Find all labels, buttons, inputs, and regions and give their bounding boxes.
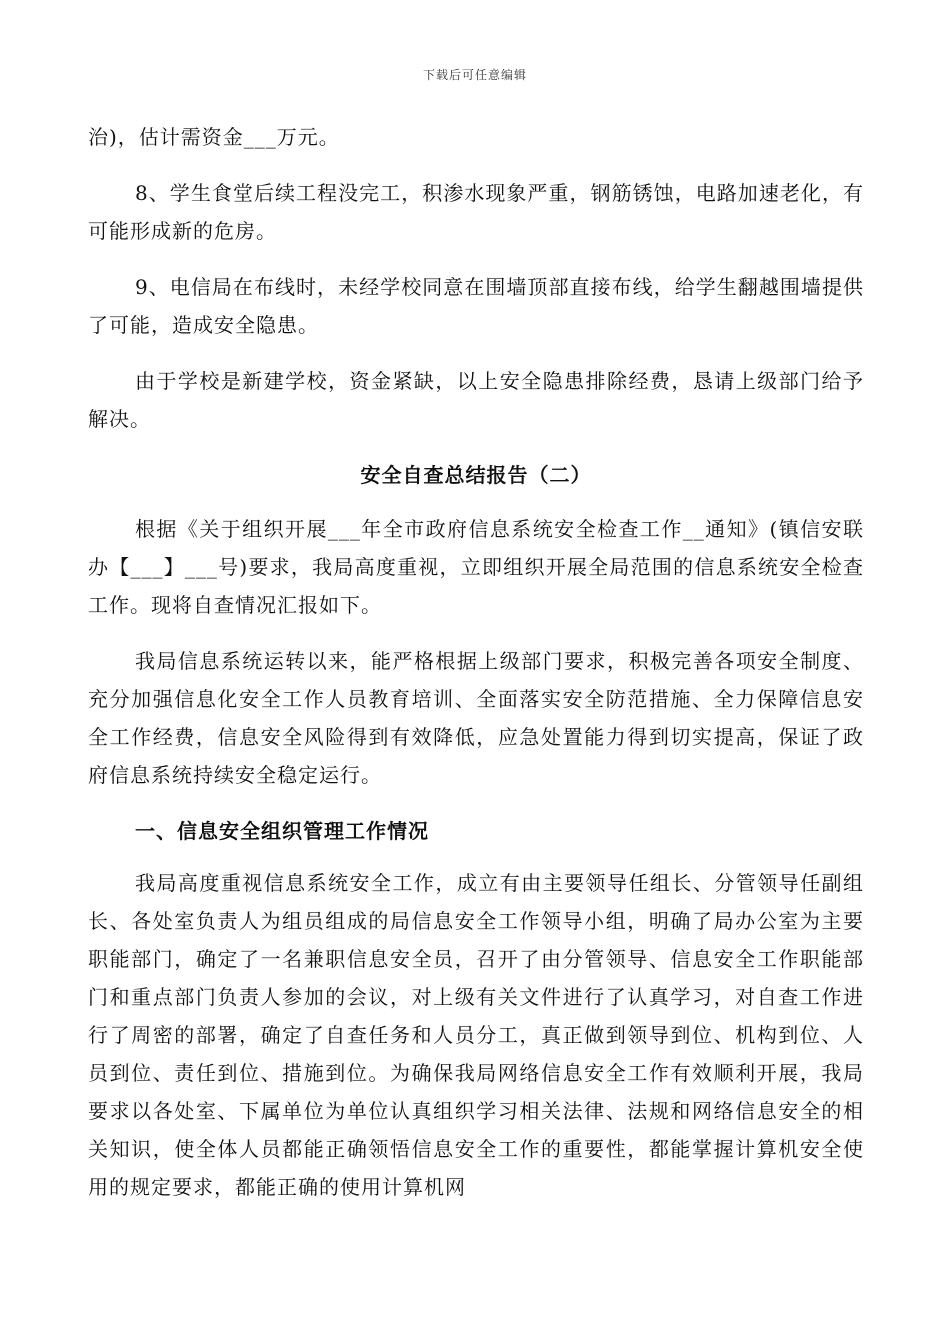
paragraph-funding: 治)，估计需资金___万元。 <box>88 125 340 149</box>
paragraph-intro: 根据《关于组织开展___年全市政府信息系统安全检查工作__通知》(镇信安联办【___】___号)要求，我局高度重视，立即组织开展全局范围的信息系统安全检查工作。现将自查情况汇报如下。 <box>88 517 864 617</box>
document-body <box>88 118 864 1224</box>
report-title: 安全自查总结报告（二） <box>360 463 592 487</box>
paragraph-org-management: 我局高度重视信息系统安全工作，成立有由主要领导任组长、分管领导任副组长、各处室负责人为组员组成的局信息安全工作领导小组，明确了局办公室为主要职能部门，确定了一名兼职信息安全员，召开了由分管领导、信息安全工作职能部门和重点部门负责人参加的会议，对上级有关文件进行了认真学习，对自查工作进行了周密的部署，确定了自查任务和人员分工，真正做到领导到位、机构到位、人员到位、责任到位、措施到位。为确保我局网络信息安全工作有效顺利开展，我局要求以各处室、下属单位为单位认真组织学习相关法律、法规和网络信息安全的相关知识，使全体人员都能正确领悟信息安全工作的重要性，都能掌握计算机安全使用的规定要求，都能正确的使用计算机网 <box>88 871 864 1199</box>
section-heading-1: 一、信息安全组织管理工作情况 <box>135 819 429 843</box>
paragraph-overview: 我局信息系统运转以来，能严格根据上级部门要求，积极完善各项安全制度、充分加强信息化安全工作人员教育培训、全面落实安全防范措施、全力保障信息安全工作经费，信息安全风险得到有效降低，应急处置能力得到切实提高，保证了政府信息系统持续安全稳定运行。 <box>88 649 864 787</box>
paragraph-item-9: 9、电信局在布线时，未经学校同意在围墙顶部直接布线，给学生翻越围墙提供了可能，造成安全隐患。 <box>88 275 864 337</box>
paragraph-item-8: 8、学生食堂后续工程没完工，积渗水现象严重，钢筋锈蚀，电路加速老化，有可能形成新的危房。 <box>88 181 864 243</box>
page-header: 下载后可任意编辑 <box>422 68 527 82</box>
paragraph-request: 由于学校是新建学校，资金紧缺，以上安全隐患排除经费，恳请上级部门给予解决。 <box>88 369 864 431</box>
